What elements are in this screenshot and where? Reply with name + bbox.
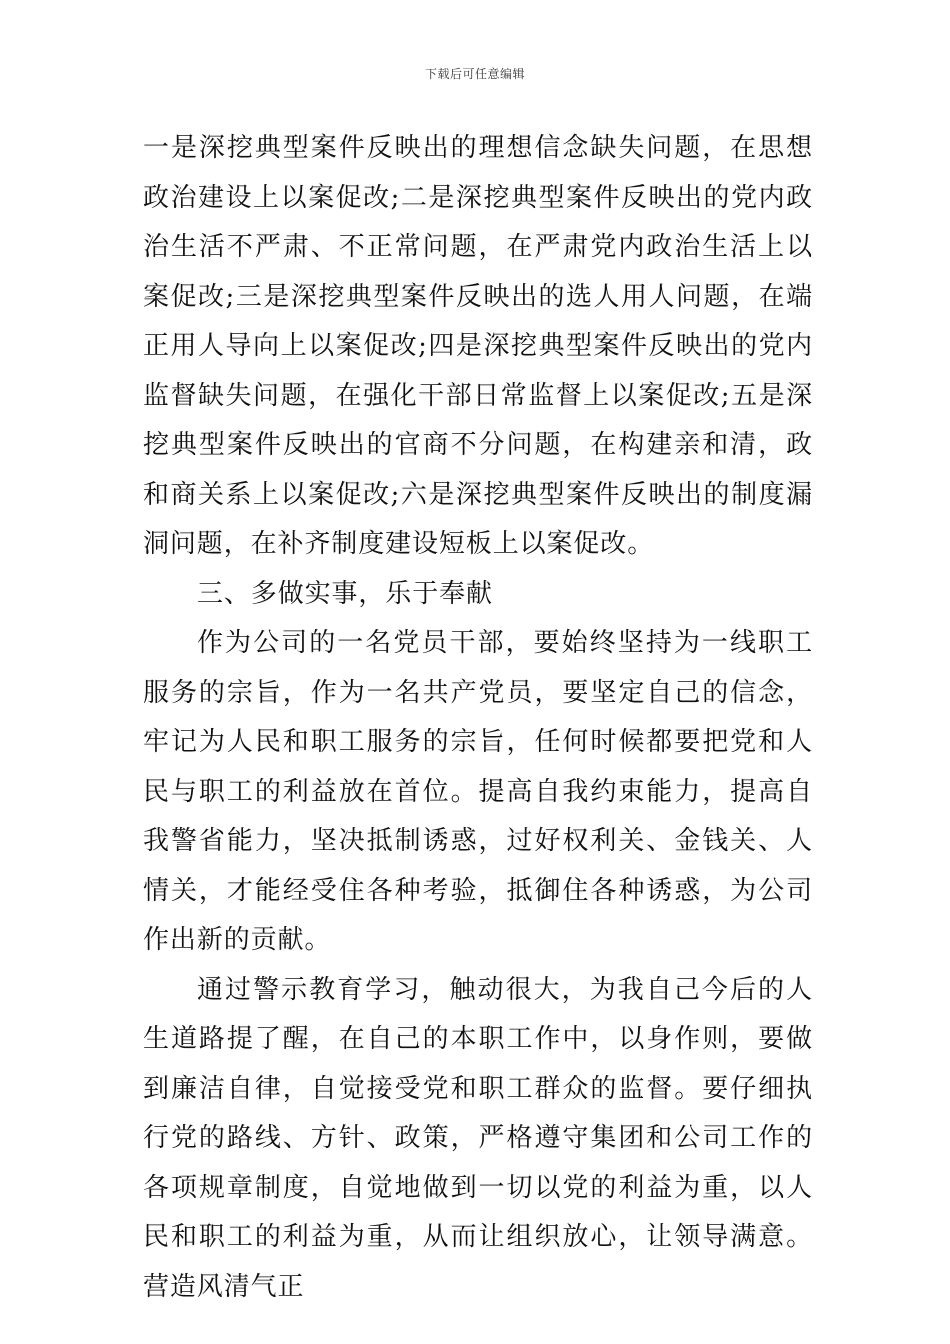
document-body — [143, 124, 813, 1312]
paragraph-1: 一是深挖典型案件反映出的理想信念缺失问题，在思想政治建设上以案促改;二是深挖典型案件反映出的党内政治生活不严肃、不正常问题，在严肃党内政治生活上以案促改;三是深挖典型案件反映出的选人用人问题，在端正用人导向上以案促改;四是深挖典型案件反映出的党内监督缺失问题，在强化干部日常监督上以案促改;五是深挖典型案件反映出的官商不分问题，在构建亲和清，政和商关系上以案促改;六是深挖典型案件反映出的制度漏洞问题，在补齐制度建设短板上以案促改。 — [143, 133, 813, 559]
paragraph-3: 通过警示教育学习，触动很大，为我自己今后的人生道路提了醒，在自己的本职工作中，以身作则，要做到廉洁自律，自觉接受党和职工群众的监督。要仔细执行党的路线、方针、政策，严格遵守集团和公司工作的各项规章制度，自觉地做到一切以党的利益为重，以人民和职工的利益为重，从而让组织放心，让领导满意。营造风清气正 — [143, 974, 813, 1302]
paragraph-2: 作为公司的一名党员干部，要始终坚持为一线职工服务的宗旨，作为一名共产党员，要坚定自己的信念，牢记为人民和职工服务的宗旨，任何时候都要把党和人民与职工的利益放在首位。提高自我约束能力，提高自我警省能力，坚决抵制诱惑，过好权利关、金钱关、人情关，才能经受住各种考验，抵御住各种诱惑，为公司作出新的贡献。 — [143, 628, 813, 955]
page-header-note: 下载后可任意编辑 — [424, 67, 525, 81]
section-heading: 三、多做实事，乐于奉献 — [197, 578, 493, 609]
